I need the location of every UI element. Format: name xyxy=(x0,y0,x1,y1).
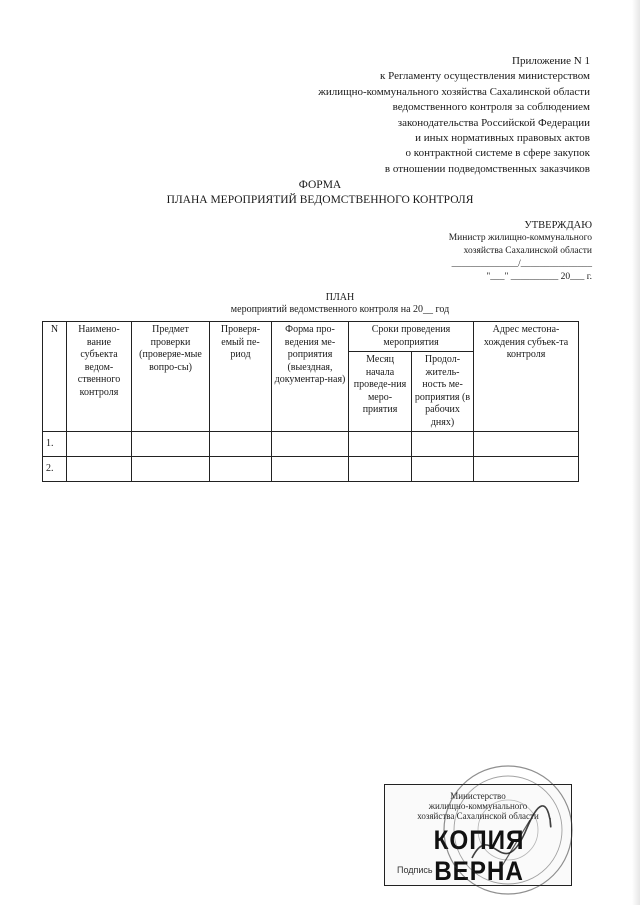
header-terms: Сроки проведения мероприятия xyxy=(349,322,474,352)
form-title-line1: ФОРМА xyxy=(298,179,342,191)
table-cell xyxy=(474,432,579,457)
appendix-header xyxy=(260,54,590,177)
header-subject-name: Наимено-вание субъекта ведом-ственного контроля xyxy=(67,322,132,432)
row-number: 2. xyxy=(43,457,67,482)
table-cell xyxy=(210,457,272,482)
appendix-line: Приложение N 1 xyxy=(512,55,590,67)
table-cell xyxy=(349,432,412,457)
stamp-line: жилищно-коммунального xyxy=(428,801,528,811)
header-period: Проверя-емый пе-риод xyxy=(210,322,272,432)
approval-heading: УТВЕРЖДАЮ xyxy=(524,220,592,231)
table-cell xyxy=(210,432,272,457)
header-form: Форма про-ведения ме-роприятия (выездная, документар-ная) xyxy=(272,322,349,432)
header-num: N xyxy=(43,322,67,432)
plan-title xyxy=(0,292,640,316)
appendix-line: ведомственного контроля за соблюдением xyxy=(392,101,590,114)
approval-signature-line: ______________/_______________ xyxy=(451,259,592,269)
table-row xyxy=(43,457,579,482)
round-seal-icon xyxy=(432,758,582,898)
stamp-line: хозяйства Сахалинской области xyxy=(417,811,539,821)
plan-heading: ПЛАН xyxy=(325,292,355,303)
appendix-line: к Регламенту осуществления министерством xyxy=(380,70,590,83)
appendix-line: о контрактной системе в сфере закупок xyxy=(405,147,590,160)
header-inspection-subject: Предмет проверки (проверяе-мые вопро-сы) xyxy=(132,322,210,432)
table-row xyxy=(43,432,579,457)
appendix-line: в отношении подведомственных заказчиков xyxy=(384,162,590,175)
table-cell xyxy=(132,432,210,457)
plan-table xyxy=(42,321,579,482)
table-cell xyxy=(412,432,474,457)
approval-position-2: хозяйства Сахалинской области xyxy=(463,246,592,256)
appendix-line: жилищно-коммунального хозяйства Сахалинской области xyxy=(318,85,590,98)
table-cell xyxy=(272,432,349,457)
stamp-line: Министерство xyxy=(450,791,506,801)
header-address: Адрес местона-хождения субъек-та контроля xyxy=(474,322,579,432)
row-number: 1. xyxy=(43,432,67,457)
appendix-line: законодательства Российской Федерации xyxy=(397,116,590,129)
stamp-signature-label: Подпись xyxy=(397,865,433,875)
stamp-copy-text: КОПИЯ ВЕРНА xyxy=(433,825,525,886)
appendix-line: и иных нормативных правовых актов xyxy=(415,132,590,145)
table-cell xyxy=(67,432,132,457)
approval-block xyxy=(362,219,592,284)
table-cell xyxy=(67,457,132,482)
form-title xyxy=(0,178,640,208)
table-cell xyxy=(272,457,349,482)
header-duration: Продол-житель-ность ме-роприятия (в рабочих днях) xyxy=(412,352,474,432)
table-cell xyxy=(132,457,210,482)
table-cell xyxy=(412,457,474,482)
approval-date-line: "___" __________ 20___ г. xyxy=(486,272,592,282)
table-cell xyxy=(474,457,579,482)
approval-position: Министр жилищно-коммунального xyxy=(448,233,592,243)
table-cell xyxy=(349,457,412,482)
form-title-line2: ПЛАНА МЕРОПРИЯТИЙ ВЕДОМСТВЕННОГО КОНТРОЛЯ xyxy=(166,194,474,206)
scan-edge-shadow xyxy=(632,0,640,905)
plan-subtitle: мероприятий ведомственного контроля на 20__ год xyxy=(230,304,450,315)
header-start-month: Месяц начала проведе-ния меро-приятия xyxy=(349,352,412,432)
